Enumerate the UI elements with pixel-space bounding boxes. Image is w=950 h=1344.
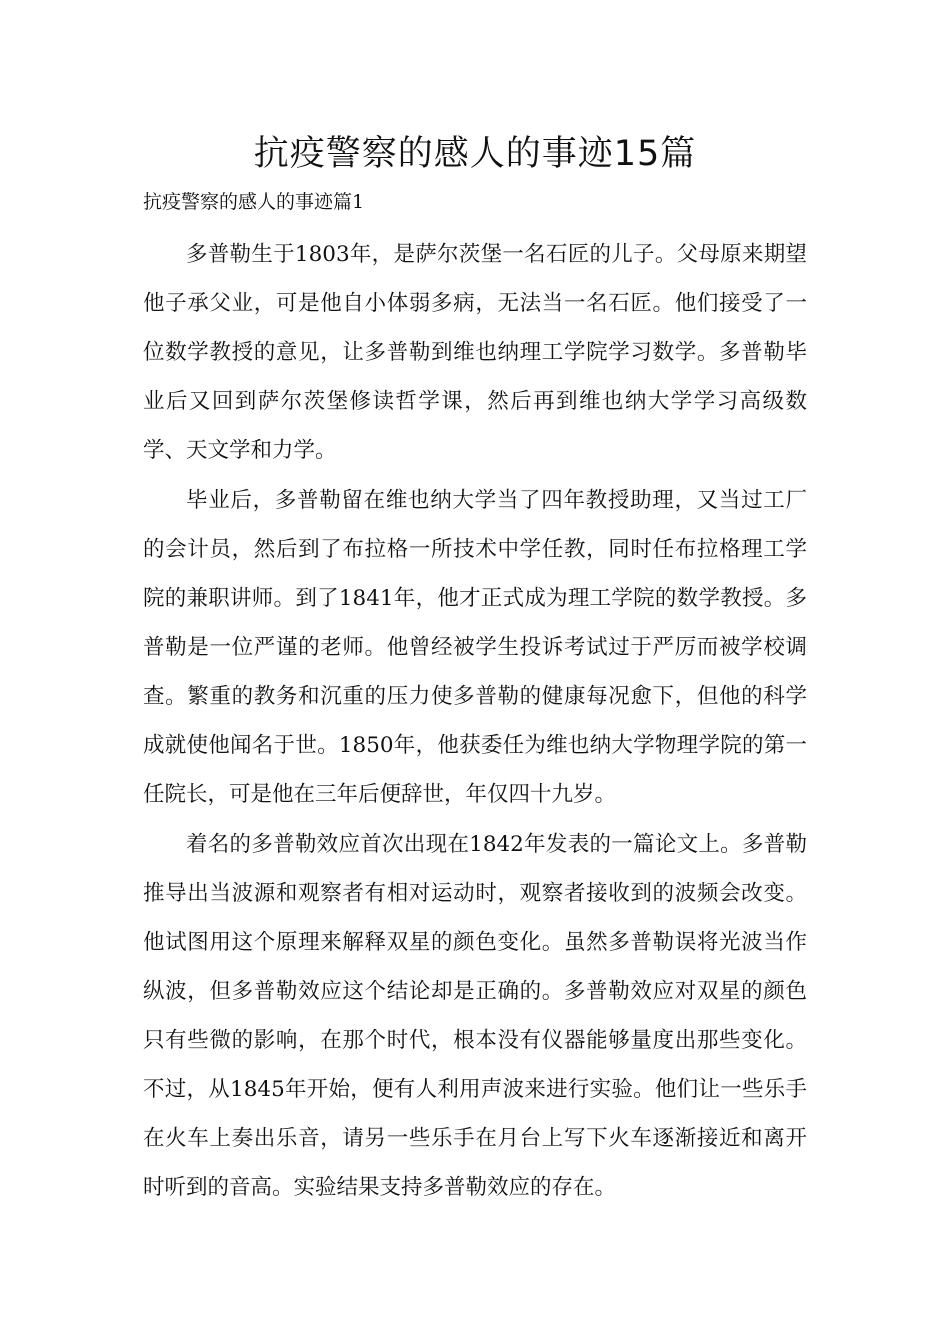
paragraph: 多普勒生于1803年，是萨尔茨堡一名石匠的儿子。父母原来期望他子承父业，可是他自小体弱多病，无法当一名石匠。他们接受了一位数学教授的意见，让多普勒到维也纳理工学院学习数学。多普勒毕业后又回到萨尔茨堡修读哲学课，然后再到维也纳大学学习高级数学、天文学和力学。 xyxy=(143,242,807,463)
document-title: 抗疫警察的感人的事迹15篇 xyxy=(253,134,697,174)
document-body xyxy=(143,230,807,1213)
section-heading: 抗疫警察的感人的事迹篇1 xyxy=(143,191,365,213)
paragraph: 着名的多普勒效应首次出现在1842年发表的一篇论文上。多普勒推导出当波源和观察者有相对运动时，观察者接收到的波频会改变。他试图用这个原理来解释双星的颜色变化。虽然多普勒误将光波当作纵波，但多普勒效应这个结论却是正确的。多普勒效应对双星的颜色只有些微的影响，在那个时代，根本没有仪器能够量度出那些变化。不过，从1845年开始，便有人利用声波来进行实验。他们让一些乐手在火车上奏出乐音，请另一些乐手在月台上写下火车逐渐接近和离开时听到的音高。实验结果支持多普勒效应的存在。 xyxy=(143,832,807,1200)
paragraph: 毕业后，多普勒留在维也纳大学当了四年教授助理，又当过工厂的会计员，然后到了布拉格一所技术中学任教，同时任布拉格理工学院的兼职讲师。到了1841年，他才正式成为理工学院的数学教授。多普勒是一位严谨的老师。他曾经被学生投诉考试过于严厉而被学校调查。繁重的教务和沉重的压力使多普勒的健康每况愈下，但他的科学成就使他闻名于世。1850年，他获委任为维也纳大学物理学院的第一任院长，可是他在三年后便辞世，年仅四十九岁。 xyxy=(143,488,807,807)
